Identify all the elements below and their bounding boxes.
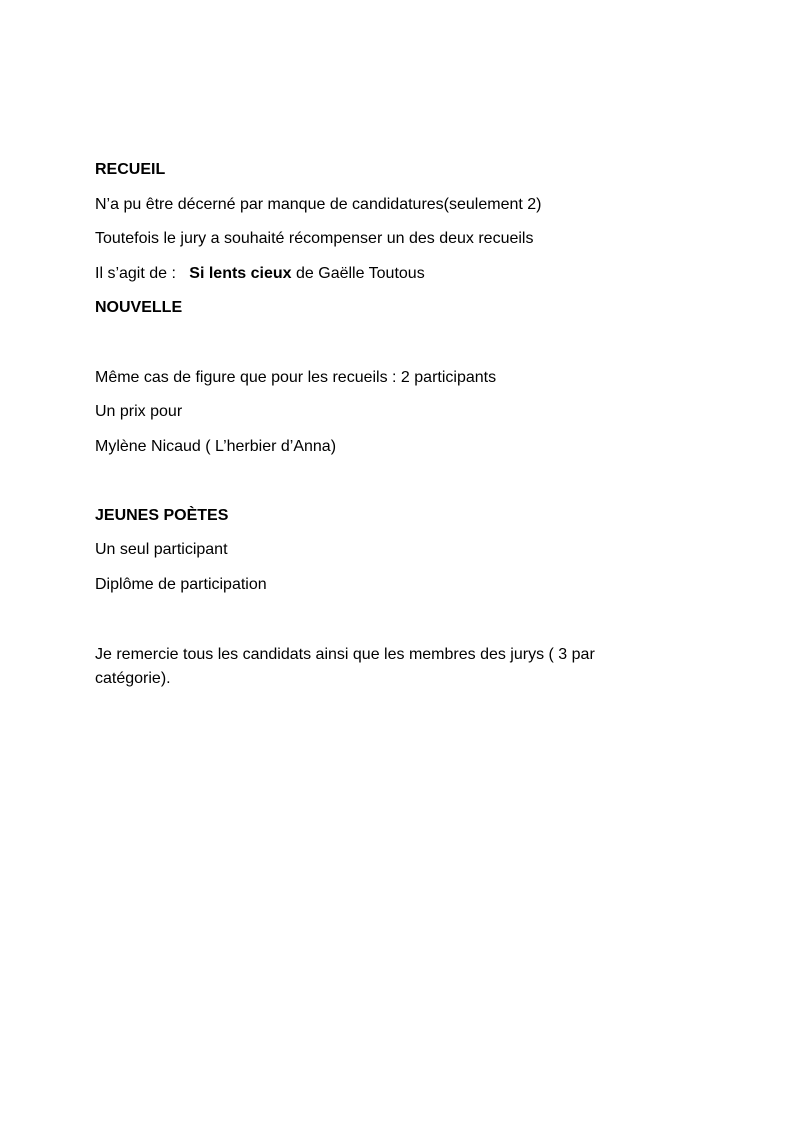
nouvelle-heading: NOUVELLE	[95, 299, 183, 316]
recueil-heading: RECUEIL	[95, 161, 166, 178]
recueil-line-3	[95, 264, 425, 284]
recueil-line-3-suffix: de Gaëlle Toutous	[296, 265, 425, 282]
nouvelle-line-3: Mylène Nicaud ( L’herbier d’Anna)	[95, 438, 337, 455]
jeunes-poetes-line-2: Diplôme de participation	[95, 576, 267, 593]
recueil-line-1: N’a pu être décerné par manque de candidatures(seulement 2)	[95, 196, 542, 213]
recueil-line-2: Toutefois le jury a souhaité récompenser un des deux recueils	[95, 230, 534, 247]
jeunes-poetes-heading: JEUNES POÈTES	[95, 507, 229, 524]
closing-paragraph: Je remercie tous les candidats ainsi que les membres des jurys ( 3 par catégorie).	[95, 646, 595, 687]
recueil-line-3-prefix: Il s’agit de :	[95, 265, 176, 282]
nouvelle-line-1: Même cas de figure que pour les recueils : 2 participants	[95, 369, 497, 386]
recueil-winning-title: Si lents cieux	[189, 265, 292, 282]
nouvelle-line-2: Un prix pour	[95, 403, 183, 420]
jeunes-poetes-line-1: Un seul participant	[95, 541, 228, 558]
